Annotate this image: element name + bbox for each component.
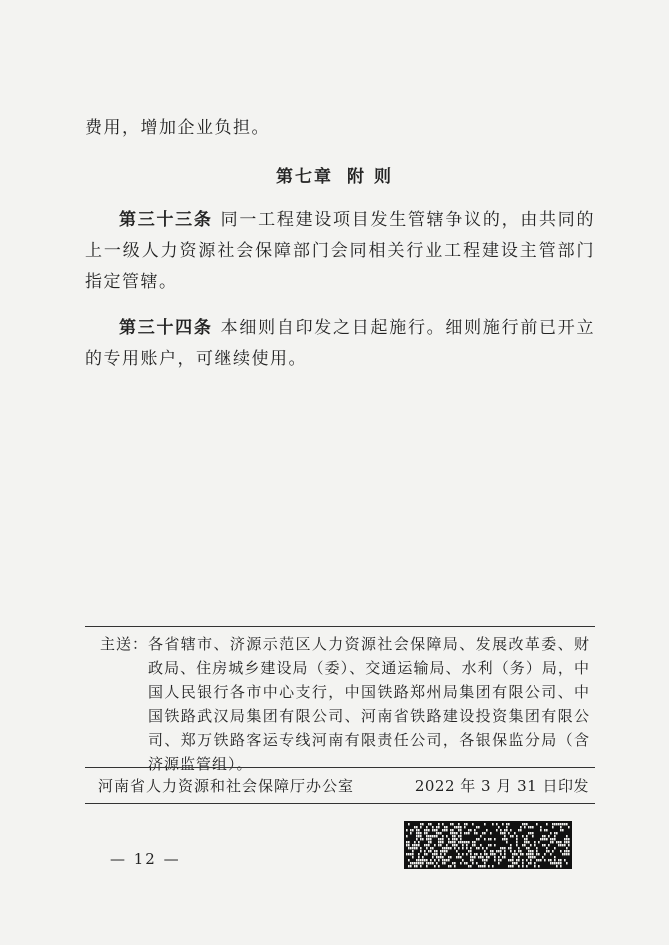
page-number: — 12 —	[110, 850, 181, 868]
divider-bottom	[85, 803, 595, 804]
article-text: 同一工程建设项目发生管辖争议的，由共同的上一级人力资源社会保障部门会同相关行业工程建设主管部门指定管辖。	[85, 210, 596, 292]
distribution-label: 主送：	[100, 635, 149, 653]
divider-middle	[85, 767, 595, 768]
chapter-heading	[0, 162, 669, 187]
divider-top	[85, 626, 595, 627]
article-number: 第三十四条	[119, 318, 213, 338]
article-number: 第三十三条	[119, 210, 213, 230]
distribution-block	[100, 632, 590, 776]
distribution-recipients: 各省辖市、济源示范区人力资源社会保障局、发展改革委、财政局、住房城乡建设局（委）、交通运输局、水利（务）局，中国人民银行各市中心支行，中国铁路郑州局集团有限公司、中国铁路武汉局集团有限公司、河南省铁路建设投资集团有限公司、郑万铁路客运专线河南有限责任公司，各银保监分局（含济源监管组）。	[148, 635, 590, 773]
article-text: 本细则自印发之日起施行。细则施行前已开立的专用账户，可继续使用。	[85, 318, 596, 369]
continuation-paragraph: 费用，增加企业负担。	[85, 118, 270, 138]
article-34	[85, 313, 595, 375]
issuing-office: 河南省人力资源和社会保障厅办公室	[98, 777, 355, 795]
barcode-icon	[404, 821, 572, 869]
chapter-title: 附 则	[347, 167, 393, 187]
chapter-number: 第七章	[276, 167, 334, 187]
issue-date: 2022 年 3 月 31 日印发	[414, 777, 589, 795]
article-33	[85, 205, 595, 298]
